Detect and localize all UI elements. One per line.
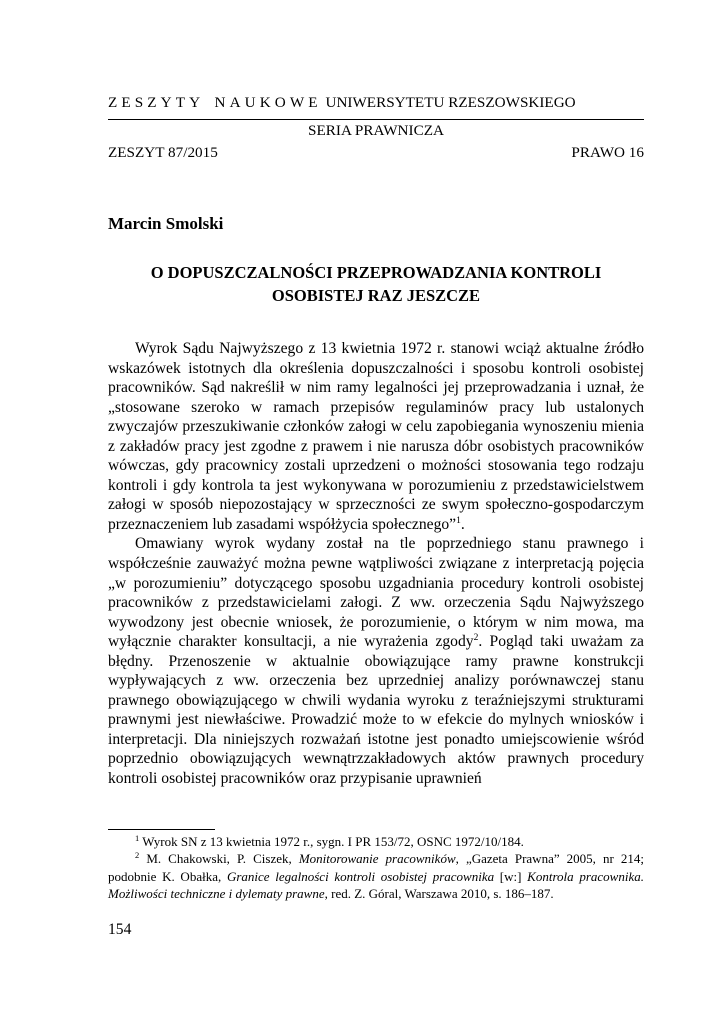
footnote-2-number: 2 — [135, 850, 140, 861]
page-number: 154 — [108, 921, 132, 938]
article-title — [108, 261, 644, 307]
body-paragraph-1 — [108, 339, 644, 534]
footnote-2-title-1: Monitorowanie pracowników — [298, 851, 456, 867]
title-line-1: O DOPUSZCZALNOŚCI PRZEPROWADZANIA KONTROLI — [150, 263, 602, 282]
footnote-2-title-2: Granice legalności kontroli osobistej pracownika — [226, 868, 495, 884]
footnote-2-title-3: Kontrola pracownika. Możliwości techniczne i dylematy prawne — [108, 868, 644, 902]
footnote-rule — [108, 829, 215, 830]
footnote-1-text: Wyrok SN z 13 kwietnia 1972 r., sygn. I PR 153/72, OSNC 1972/10/184. — [139, 834, 524, 849]
footnote-2 — [108, 850, 644, 902]
footnote-1 — [108, 833, 644, 850]
footnote-ref-1[interactable]: 1 — [456, 515, 461, 526]
paragraph-2-text-a: Omawiany wyrok wydany został na tle poprzedniego stanu prawnego i współcześnie zauważyć można pewne wątpliwości związane z interpretacją pojęcia „w porozumieniu” dotyczącego sposobu uzgadniania procedury kontroli osobistej pracowników z przedstawicielami załogi. Z ww. orzeczenia Sądu Najwyższego wywodzony jest obecnie wniosek, że porozumienie, o którym w nim mowa, ma wyłącznie charakter konsultacji, a nie wyrażenia zgody — [108, 535, 644, 651]
journal-name-rest: UNIWERSYTETU RZESZOWSKIEGO — [321, 94, 576, 111]
header-rule — [108, 119, 644, 120]
paragraph-1-text: Wyrok Sądu Najwyższego z 13 kwietnia 1972 r. stanowi wciąż aktualne źródło wskazówek istotnych dla określenia dopuszczalności i sposobu kontroli osobistej pracowników. Sąd nakreślił w nim ramy legalności jej przeprowadzania i uznał, że „stosowane szeroko w ramach przepisów regulaminów pracy lub ustalonych zwyczajów przeszukiwanie członków załogi w celu zapobiegania wynoszeniu mienia z zakładów pracy jest zgodne z prawem i nie narusza dóbr osobistych pracowników wówczas, gdy pracownicy zostali uprzedzeni o możności stosowania tego rodzaju kontroli i gdy kontrola ta jest wykonywana w porozumieniu z przedstawicielstwem załogi w sposób niepozostający w sprzeczności ze swym społeczno-gospodarczym przeznaczeniem lub zasadami współżycia społecznego” — [108, 340, 644, 533]
footnote-2-part-b: , „Gazeta Prawna” 2005, nr 214; podobnie K. Obałka, — [108, 851, 644, 884]
footnote-1-number: 1 — [135, 833, 140, 843]
body-paragraph-2 — [108, 534, 644, 788]
issue-line — [108, 144, 644, 162]
journal-header — [108, 94, 644, 112]
title-line-2: OSOBISTEJ RAZ JESZCZE — [271, 286, 481, 305]
article-body — [108, 339, 644, 789]
footnote-2-part-d: , red. Z. Góral, Warszawa 2010, s. 186–187. — [324, 886, 554, 902]
journal-name-spaced: ZESZYTY NAUKOWE — [108, 94, 322, 111]
footnote-ref-2[interactable]: 2 — [473, 633, 479, 644]
footnote-2-part-a: M. Chakowski, P. Ciszek, — [139, 851, 299, 867]
footnotes — [108, 833, 644, 903]
paragraph-1-end: . — [460, 515, 465, 533]
issue-number: ZESZYT 87/2015 — [108, 144, 218, 161]
series-name: SERIA PRAWNICZA — [308, 122, 444, 139]
footnote-2-part-c: [w:] — [494, 868, 528, 884]
volume-number: PRAWO 16 — [571, 144, 644, 161]
author-name: Marcin Smolski — [108, 214, 224, 233]
paragraph-2-text-b: . Pogląd taki uważam za błędny. Przenoszenie w aktualnie obowiązujące ramy prawne konstrukcji wypływających z ww. orzeczenia bez uprzedniej analizy porównawczej stanu prawnego obowiązującego w chwili wydania wyroku z teraźniejszymi strukturami prawnymi jest niewłaściwe. Prowadzić może to w efekcie do mylnych wniosków i interpretacji. Dla niniejszych rozważań istotne jest ponadto umiejscowienie wśród poprzednio obowiązujących wewnątrzzakładowych aktów prawnych procedury kontroli osobistej pracowników oraz przypisanie uprawnień — [108, 633, 644, 788]
